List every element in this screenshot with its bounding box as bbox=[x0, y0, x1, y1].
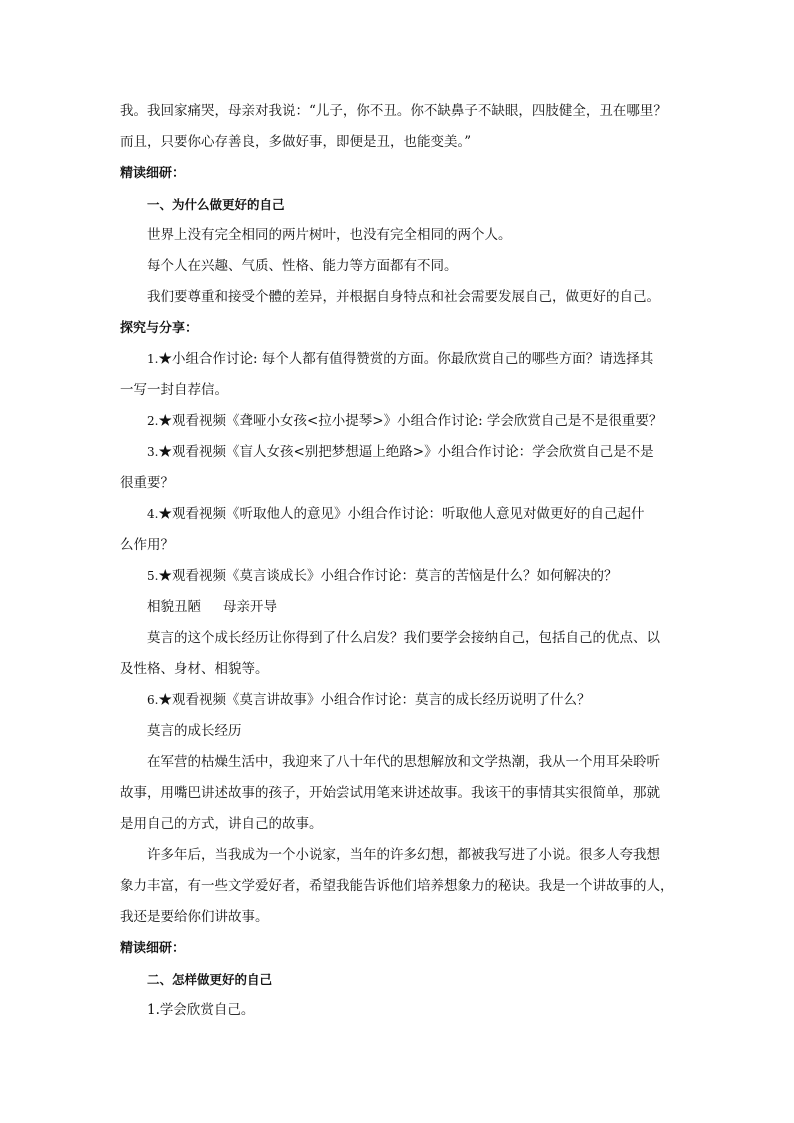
section-heading: 一、为什么做更好的自己 bbox=[147, 197, 285, 212]
answer-item: 母亲开导 bbox=[223, 599, 277, 615]
paragraph-line: 象力丰富，有一些文学爱好者，希望我能告诉他们培养想象力的秘诀。我是一个讲故事的人， bbox=[120, 878, 674, 894]
answer-item: 相貌丑陋 bbox=[147, 599, 201, 615]
question-line: 一写一封自荐信。 bbox=[120, 382, 228, 398]
question-line: 很重要？ bbox=[120, 475, 174, 491]
paragraph-line: 许多年后，当我成为一个小说家，当年的许多幻想，都被我写进了小说。很多人夸我想 bbox=[147, 847, 660, 863]
question-number: 4. bbox=[147, 507, 159, 521]
question-number: 1. bbox=[147, 352, 159, 366]
question-line bbox=[120, 561, 684, 592]
section-heading: 二、怎样做更好的自己 bbox=[147, 972, 273, 987]
document-page bbox=[120, 96, 684, 1026]
paragraph-line: 莫言的这个成长经历让你得到了什么启发？我们要学会接纳自己，包括自己的优点、以 bbox=[147, 630, 660, 646]
question-text: ★观看视频《听取他人的意见》小组合作讨论：听取他人意见对做更好的自己起什 bbox=[158, 506, 645, 522]
paragraph-line: 我。我回家痛哭，母亲对我说：“儿子，你不丑。你不缺鼻子不缺眼，四肢健全，丑在哪里？ bbox=[120, 103, 667, 119]
list-item: 1.学会欣赏自己。 bbox=[147, 1002, 255, 1018]
paragraph-line: 而且，只要你心存善良，多做好事，即便是丑，也能变美。” bbox=[120, 134, 472, 150]
question-text: ★观看视频《聋哑小女孩<拉小提琴>》小组合作讨论: 学会欣赏自己是不是很重要？ bbox=[158, 413, 663, 429]
sub-heading: 莫言的成长经历 bbox=[147, 723, 242, 739]
paragraph-line: 我们要尊重和接受个體的差异，并根据自身特点和社会需要发展自己，做更好的自己。 bbox=[147, 289, 660, 305]
answer-line bbox=[120, 592, 684, 623]
question-number: 6. bbox=[147, 693, 159, 707]
paragraph-line: 每个人在兴趣、气质、性格、能力等方面都有不同。 bbox=[147, 258, 458, 274]
question-line bbox=[120, 685, 684, 716]
paragraph-line: 世界上没有完全相同的两片树叶，也没有完全相同的两个人。 bbox=[147, 227, 512, 243]
section-label: 探究与分享： bbox=[120, 321, 199, 336]
paragraph-line: 及性格、身材、相貌等。 bbox=[120, 661, 269, 677]
question-line: 么作用？ bbox=[120, 537, 174, 553]
question-line bbox=[120, 499, 684, 530]
question-line bbox=[120, 437, 684, 468]
question-text: ★小组合作讨论: 每个人都有值得赞赏的方面。你最欣赏自己的哪些方面？请选择其 bbox=[158, 351, 654, 367]
paragraph-line: 是用自己的方式，讲自己的故事。 bbox=[120, 816, 323, 832]
paragraph-line: 故事，用嘴巴讲述故事的孩子，开始尝试用笔来讲述故事。我该干的事情其实很简单，那就 bbox=[120, 785, 660, 801]
question-line bbox=[120, 344, 684, 375]
question-text: ★观看视频《莫言讲故事》小组合作讨论：莫言的成长经历说明了什么？ bbox=[158, 692, 591, 708]
question-number: 2. bbox=[147, 414, 159, 428]
question-number: 3. bbox=[147, 445, 159, 459]
section-label: 精读细研： bbox=[120, 166, 186, 181]
section-label: 精读细研： bbox=[120, 941, 186, 956]
paragraph-line: 我还是要给你们讲故事。 bbox=[120, 909, 269, 925]
question-line bbox=[120, 406, 684, 437]
question-number: 5. bbox=[147, 569, 159, 583]
paragraph-line: 在军营的枯燥生活中，我迎来了八十年代的思想解放和文学热潮，我从一个用耳朵聆听 bbox=[147, 754, 660, 770]
question-text: ★观看视频《盲人女孩<别把梦想逼上绝路>》小组合作讨论：学会欣赏自己是不是 bbox=[158, 444, 654, 460]
question-text: ★观看视频《莫言谈成长》小组合作讨论：莫言的苦恼是什么？如何解决的？ bbox=[158, 568, 618, 584]
